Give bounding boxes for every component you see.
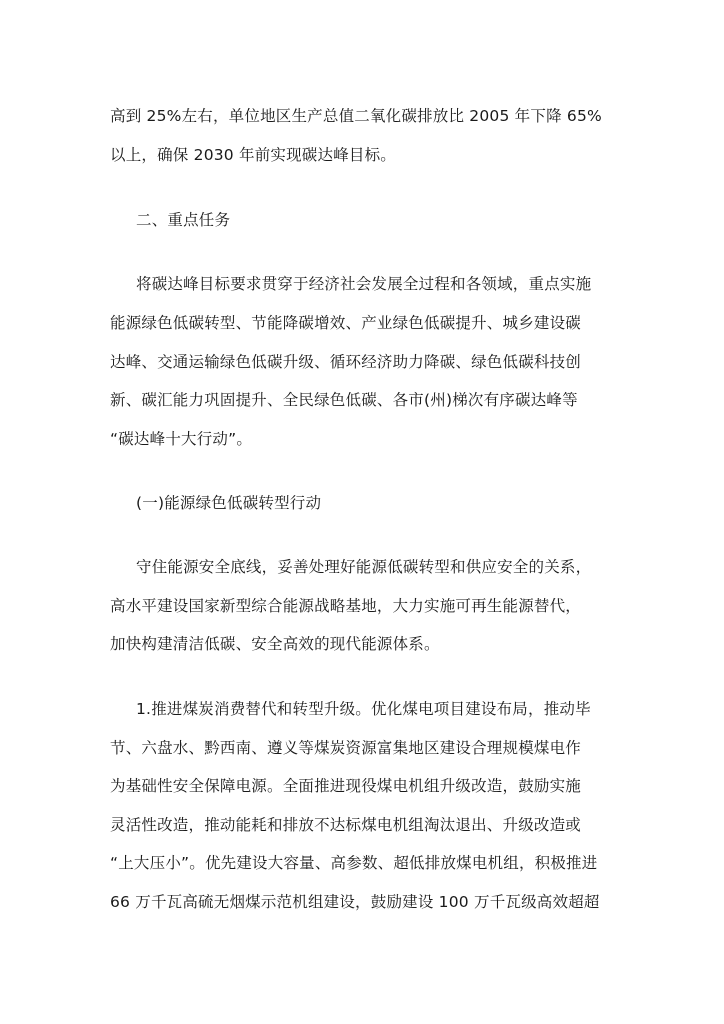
text-line: 为基础性安全保障电源。全面推进现役煤电机组升级改造，鼓励实施 bbox=[110, 777, 582, 795]
text-line: 66 万千瓦高硫无烟煤示范机组建设，鼓励建设 100 万千瓦级高效超超 bbox=[110, 893, 600, 911]
text-line: 以上，确保 2030 年前实现碳达峰目标。 bbox=[110, 146, 397, 164]
text-line: “碳达峰十大行动”。 bbox=[110, 430, 253, 448]
text-line: 加快构建清洁低碳、安全高效的现代能源体系。 bbox=[110, 635, 440, 653]
text-line: 高水平建设国家新型综合能源战略基地，大力实施可再生能源替代， bbox=[110, 597, 582, 615]
subsection-heading-energy: (一)能源绿色低碳转型行动 bbox=[136, 494, 322, 512]
text-line: 节、六盘水、黔西南、遵义等煤炭资源富集地区建设合理规模煤电作 bbox=[110, 739, 582, 757]
text-line: 新、碳汇能力巩固提升、全民绿色低碳、各市(州)梯次有序碳达峰等 bbox=[110, 391, 578, 409]
text-line: 达峰、交通运输绿色低碳升级、循环经济助力降碳、绿色低碳科技创 bbox=[110, 353, 582, 371]
section-heading-key-tasks: 二、重点任务 bbox=[136, 211, 231, 229]
text-line: 将碳达峰目标要求贯穿于经济社会发展全过程和各领域，重点实施 bbox=[136, 275, 592, 293]
text-line: 高到 25%左右，单位地区生产总值二氧化碳排放比 2005 年下降 65% bbox=[110, 107, 602, 125]
text-line: 守住能源安全底线，妥善处理好能源低碳转型和供应安全的关系， bbox=[136, 558, 592, 576]
text-line: 1.推进煤炭消费替代和转型升级。优化煤电项目建设布局，推动毕 bbox=[136, 700, 591, 718]
text-line: 灵活性改造，推动能耗和排放不达标煤电机组淘汰退出、升级改造或 bbox=[110, 816, 582, 834]
text-line: 能源绿色低碳转型、节能降碳增效、产业绿色低碳提升、城乡建设碳 bbox=[110, 314, 582, 332]
text-line: “上大压小”。优先建设大容量、高参数、超低排放煤电机组，积极推进 bbox=[110, 854, 598, 872]
